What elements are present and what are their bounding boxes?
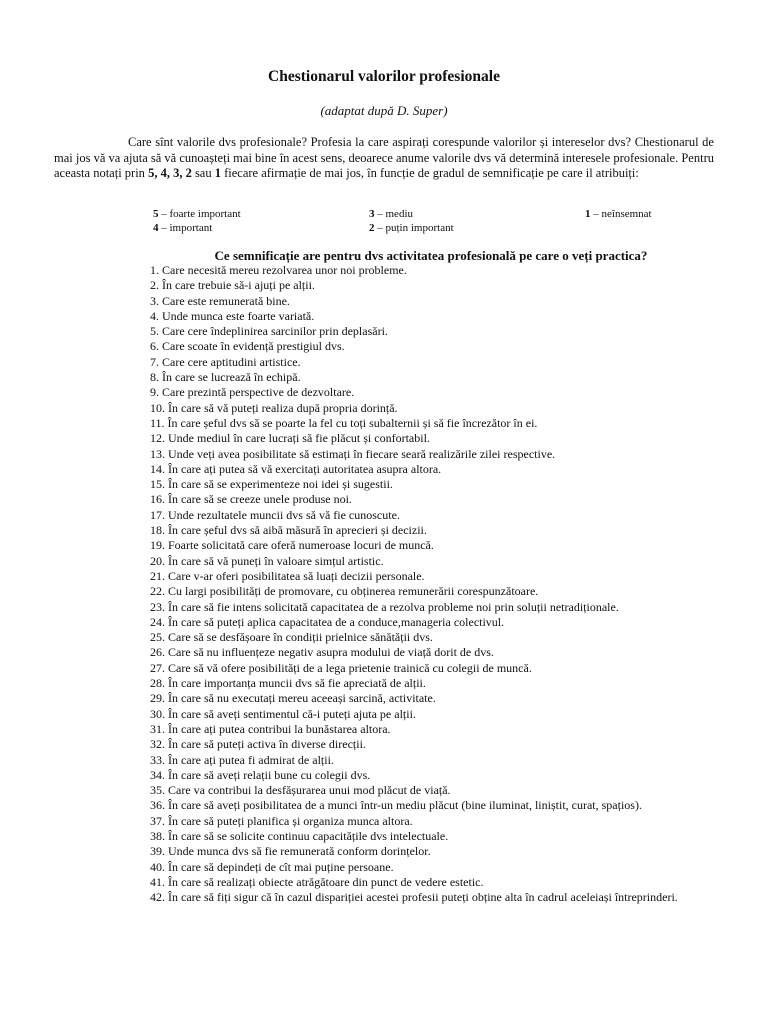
questionnaire-item: 11. În care șeful dvs să se poarte la fel cu toți subalternii și să fie încrezător în ei.	[150, 415, 538, 430]
questionnaire-item: 42. În care să fiți sigur că în cazul dispariției acestei profesii puteți obține alta în cadrul aceleiași întreprinderi.	[150, 890, 678, 905]
scale-label: – foarte important	[158, 208, 241, 220]
questionnaire-item: 28. În care importanța muncii dvs să fie apreciată de alții.	[150, 676, 426, 691]
scale-label: – neînsemnat	[590, 208, 652, 220]
scale-value: 5	[153, 208, 159, 220]
questionnaire-item: 31. În care ați putea contribui la bunăstarea altora.	[150, 721, 391, 736]
questionnaire-item: 35. Care va contribui la desfășurarea unui mod plăcut de viață.	[150, 783, 451, 798]
rating-scale-row	[153, 208, 713, 222]
questionnaire-item: 36. În care să aveți posibilitatea de a munci într-un mediu plăcut (bine iluminat, liniștit, curat, spațios).	[150, 798, 642, 813]
intro-scale-numbers: 5, 4, 3, 2	[148, 166, 192, 180]
questionnaire-item: 12. Unde mediul în care lucrați să fie plăcut și confortabil.	[150, 431, 430, 446]
scale-entry	[585, 208, 652, 222]
intro-scale-last: 1	[214, 166, 221, 180]
intro-paragraph	[54, 135, 714, 182]
intro-text-2: sau	[191, 166, 215, 180]
questionnaire-item: 19. Foarte solicitată care oferă numeroase locuri de muncă.	[150, 538, 434, 553]
questionnaire-item: 16. În care să se creeze unele produse noi.	[150, 492, 352, 507]
scale-entry	[153, 208, 241, 222]
questionnaire-item: 41. În care să realizați obiecte atrăgătoare din punct de vedere estetic.	[150, 874, 484, 889]
questionnaire-item: 14. În care ați putea să vă exercitați autoritatea asupra altora.	[150, 461, 442, 476]
questionnaire-item: 7. Care cere aptitudini artistice.	[150, 354, 301, 369]
document-subtitle: (adaptat după D. Super)	[320, 103, 448, 118]
questionnaire-item: 17. Unde rezultatele muncii dvs să vă fie cunoscute.	[150, 507, 400, 522]
document-title: Chestionarul valorilor profesionale	[268, 68, 500, 85]
questionnaire-item: 9. Care prezintă perspective de dezvoltare.	[150, 385, 355, 400]
questionnaire-item: 38. În care să se solicite continuu capacitățile dvs intelectuale.	[150, 828, 449, 843]
questionnaire-item: 27. Care să vă ofere posibilități de a lega prietenie trainică cu colegii de muncă.	[150, 660, 532, 675]
questionnaire-item: 3. Care este remunerată bine.	[150, 293, 290, 308]
questionnaire-item: 22. Cu largi posibilități de promovare, cu obținerea remunerării corespunzătoare.	[150, 584, 539, 599]
rating-scale	[153, 208, 713, 235]
questionnaire-item: 15. În care să se experimenteze noi idei și sugestii.	[150, 477, 393, 492]
scale-value: 4	[153, 221, 159, 234]
questionnaire-item: 5. Care cere îndeplinirea sarcinilor prin deplasări.	[150, 324, 388, 339]
questionnaire-item: 4. Unde munca este foarte variată.	[150, 308, 315, 323]
questionnaire-item: 26. Care să nu influențeze negativ asupra modului de viață dorit de dvs.	[150, 645, 494, 660]
scale-value: 3	[369, 208, 375, 220]
section-question: Ce semnificație are pentru dvs activitatea profesională pe care o veți practica?	[214, 248, 648, 263]
questionnaire-item: 8. În care se lucrează în echipă.	[150, 370, 301, 385]
questionnaire-item: 32. În care să puteți activa în diverse direcții.	[150, 737, 366, 752]
scale-label: – mediu	[374, 208, 413, 220]
intro-text-3: fiecare afirmație de mai jos, în funcție de gradul de semnificație pe care il atribuiți:	[220, 166, 639, 180]
questionnaire-item: 13. Unde veți avea posibilitate să estimați în fiecare seară realizările zilei respective.	[150, 446, 556, 461]
questionnaire-item: 2. În care trebuie să-i ajuți pe alții.	[150, 278, 315, 293]
questionnaire-item: 24. În care să puteți aplica capacitatea de a conduce,manageria colectivul.	[150, 614, 505, 629]
questionnaire-item: 25. Care să se desfășoare în condiții prielnice sănătății dvs.	[150, 630, 433, 645]
intro-text-1: Care sînt valorile dvs profesionale? Profesia la care aspirați corespunde valorilor și intereselor dvs? Chestionarul de mai jos vă va ajuta să vă cunoașteți mai bine în acest sens, deoarece anume valorile dvs vă determină interesele profesionale. Pentru aceasta notați prin	[54, 135, 714, 180]
scale-entry	[153, 222, 212, 236]
questionnaire-item: 20. În care să vă puneți în valoare simțul artistic.	[150, 553, 384, 568]
questionnaire-item: 40. În care să depindeți de cît mai puține persoane.	[150, 859, 394, 874]
questionnaire-item: 18. În care șeful dvs să aibă măsură în aprecieri și decizii.	[150, 523, 427, 538]
questionnaire-item: 29. În care să nu executați mereu aceeași sarcină, activitate.	[150, 691, 436, 706]
questionnaire-item: 37. În care să puteți planifica și organiza munca altora.	[150, 813, 413, 828]
rating-scale-row	[153, 222, 713, 236]
questionnaire-item: 23. În care să fie intens solicitată capacitatea de a rezolva probleme noi prin soluții netradiționale.	[150, 599, 619, 614]
scale-entry	[369, 222, 454, 236]
scale-label: – important	[158, 221, 213, 234]
scale-value: 1	[585, 208, 591, 220]
scale-value: 2	[369, 221, 375, 234]
scale-label: – puțin important	[374, 221, 454, 234]
questionnaire-item: 10. În care să vă puteți realiza după propria dorință.	[150, 400, 398, 415]
questionnaire-item: 34. În care să aveți relații bune cu colegii dvs.	[150, 767, 371, 782]
questionnaire-item: 6. Care scoate în evidență prestigiul dvs.	[150, 339, 345, 354]
scale-entry	[369, 208, 413, 222]
questionnaire-item: 33. În care ați putea fi admirat de alții.	[150, 752, 334, 767]
questionnaire-item: 39. Unde munca dvs să fie remunerată conform dorințelor.	[150, 844, 431, 859]
questionnaire-item: 21. Care v-ar oferi posibilitatea să luați decizii personale.	[150, 568, 425, 583]
questionnaire-item: 30. În care să aveți sentimentul că-i puteți ajuta pe alții.	[150, 706, 416, 721]
questionnaire-item: 1. Care necesită mereu rezolvarea unor noi probleme.	[150, 263, 407, 277]
questionnaire-items	[150, 263, 712, 905]
